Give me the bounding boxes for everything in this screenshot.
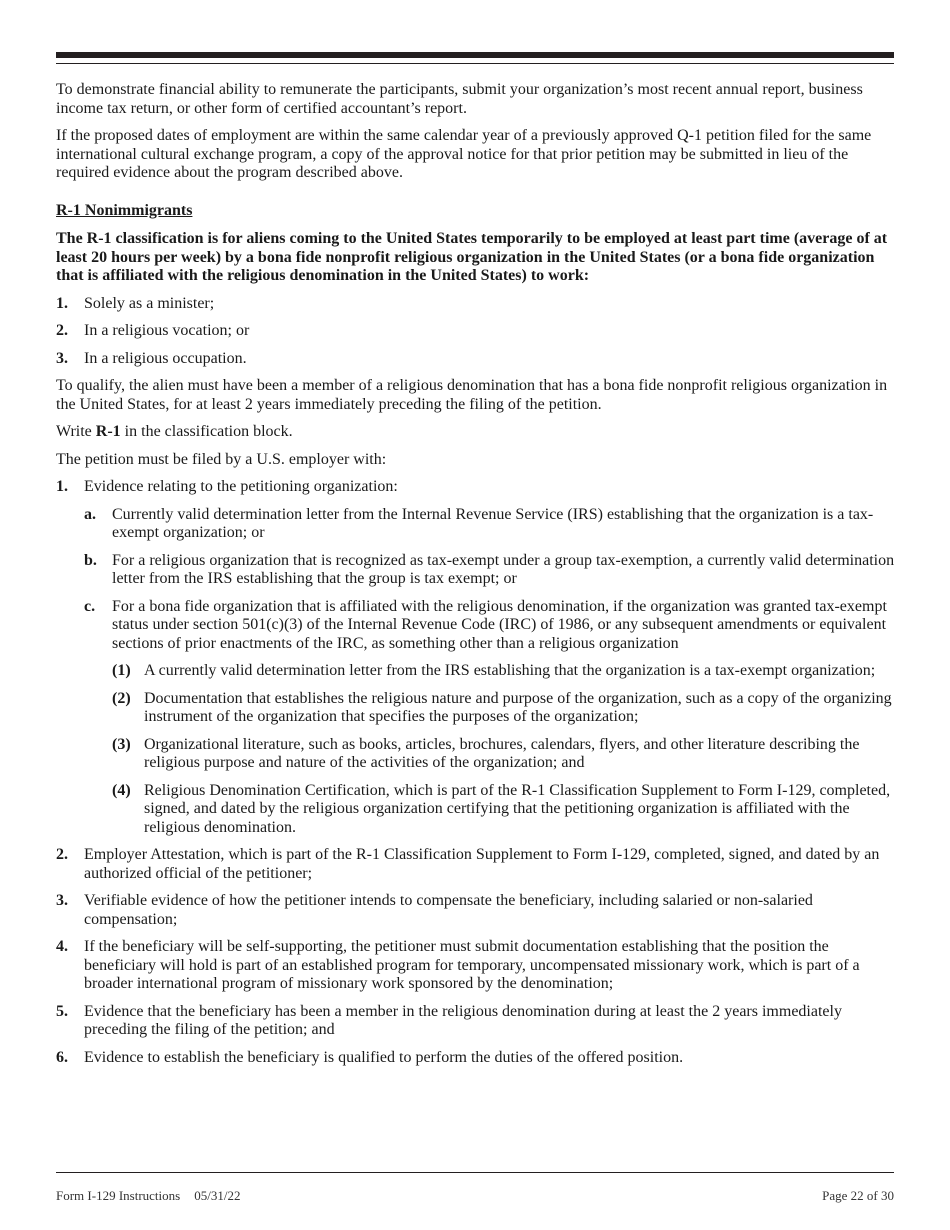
list-paren-number: (2) — [112, 689, 131, 707]
list-letter: c. — [84, 597, 96, 615]
list-text: Religious Denomination Certification, which is part of the R-1 Classification Supplement to Form I-129, completed, signed, and dated by the religious organization certifying that the petitioning organization is affiliated with the religious denomination. — [144, 781, 891, 836]
list-text: For a religious organization that is recognized as tax-exempt under a group tax-exemption, a currently valid determination letter from the IRS establishing that the group is tax exempt; or — [112, 551, 895, 587]
list-letter: a. — [84, 505, 96, 523]
evidence-item — [56, 478, 896, 497]
list-text: In a religious occupation. — [84, 349, 247, 367]
page-content — [56, 81, 896, 1076]
work-list-item — [56, 350, 896, 369]
list-text: Documentation that establishes the religious nature and purpose of the organization, such as a copy of the organizing instrument of the organization that specifies the purposes of the organization; — [144, 689, 892, 725]
list-number: 3. — [56, 349, 68, 367]
org-evidence-item — [84, 552, 896, 589]
footer-form-info — [56, 1187, 240, 1206]
classification-lead: The R-1 classification is for aliens coming to the United States temporarily to be employed at least part time (average of at least 20 hours per week) by a bona fide nonprofit religious organization in the United States (or a bona fide organization that is affiliated with the religious denomination in the United States) to work: — [56, 230, 888, 284]
list-number: 3. — [56, 892, 68, 909]
list-text: If the beneficiary will be self-supporting, the petitioner must submit documentation establishing that the position the beneficiary will hold is part of an established program for temporary, uncompensated missionary work, which is part of a broader international program of missionary work sponsored by the denomination; — [84, 938, 860, 992]
affiliated-evidence-item — [112, 736, 896, 773]
evidence-item — [56, 1049, 896, 1068]
footer-page-number: Page 22 of 30 — [822, 1188, 894, 1203]
list-text: Evidence that the beneficiary has been a member in the religious denomination during at least the 2 years immediately preceding the filing of the petition; and — [84, 1002, 842, 1038]
affiliated-evidence-item — [112, 782, 896, 838]
list-number: 2. — [56, 322, 68, 339]
header-thin-rule — [56, 63, 894, 64]
work-list-item — [56, 295, 896, 314]
qualify-paragraph: To qualify, the alien must have been a member of a religious denomination that has a bona fide nonprofit religious organization in the United States, for at least 2 years immediately preceding the filing of the petition. — [56, 377, 888, 413]
list-text: Solely as a minister; — [84, 294, 215, 312]
list-number: 2. — [56, 846, 68, 863]
footer-edition-date: 05/31/22 — [194, 1188, 241, 1203]
section-heading: R-1 Nonimmigrants — [56, 201, 193, 219]
list-paren-number: (4) — [112, 781, 131, 799]
footer-form-name: Form I-129 Instructions — [56, 1188, 181, 1203]
header-thick-rule — [56, 52, 894, 58]
list-letter: b. — [84, 551, 97, 569]
list-number: 5. — [56, 1002, 68, 1020]
list-paren-number: (1) — [112, 662, 131, 679]
evidence-item — [56, 846, 896, 883]
list-text: A currently valid determination letter from the IRS establishing that the organization is a tax-exempt organization; — [144, 662, 876, 679]
evidence-item — [56, 1003, 896, 1040]
write-suffix: in the classification block. — [120, 423, 293, 440]
list-number: 1. — [56, 294, 68, 312]
write-prefix: Write — [56, 423, 96, 440]
list-text: In a religious vocation; or — [84, 322, 250, 339]
affiliated-evidence-item — [112, 690, 896, 727]
list-text: For a bona fide organization that is affiliated with the religious denomination, if the organization was granted tax-exempt status under section 501(c)(3) of the Internal Revenue Code (IRC) of 1986, or any subsequent amendments or equivalent sections of prior enactments of the IRC, as something other than a religious organization — [112, 597, 887, 652]
financial-ability-paragraph: To demonstrate financial ability to remunerate the participants, submit your organization’s most recent annual report, business income tax return, or other form of certified accountant’s report. — [56, 81, 863, 117]
write-classification-paragraph — [56, 423, 896, 442]
evidence-item — [56, 892, 896, 929]
petition-intro: The petition must be filed by a U.S. employer with: — [56, 450, 387, 468]
prior-petition-paragraph: If the proposed dates of employment are within the same calendar year of a previously approved Q-1 petition filed for the same international cultural exchange program, a copy of the approval notice for that prior petition may be submitted in lieu of the required evidence about the program described above. — [56, 127, 872, 181]
list-number: 1. — [56, 478, 68, 495]
list-text: Evidence relating to the petitioning organization: — [84, 478, 398, 495]
list-text: Employer Attestation, which is part of the R-1 Classification Supplement to Form I-129, completed, signed, and dated by an authorized official of the petitioner; — [84, 846, 880, 882]
work-list-item — [56, 322, 896, 341]
list-text: Organizational literature, such as books, articles, brochures, calendars, flyers, and other literature describing the religious purpose and nature of the activities of the organization; and — [144, 735, 860, 771]
list-text: Verifiable evidence of how the petitioner intends to compensate the beneficiary, including salaried or non-salaried compensation; — [84, 892, 813, 928]
org-evidence-item — [84, 598, 896, 654]
list-paren-number: (3) — [112, 735, 131, 753]
evidence-item — [56, 938, 896, 994]
list-text: Currently valid determination letter from the Internal Revenue Service (IRS) establishing that the organization is a tax-exempt organization; or — [112, 505, 874, 541]
list-text: Evidence to establish the beneficiary is qualified to perform the duties of the offered position. — [84, 1048, 684, 1066]
org-evidence-item — [84, 506, 896, 543]
classification-code: R-1 — [95, 423, 121, 440]
footer-rule — [56, 1172, 894, 1173]
affiliated-evidence-item — [112, 662, 896, 681]
list-number: 6. — [56, 1048, 68, 1066]
list-number: 4. — [56, 938, 68, 955]
